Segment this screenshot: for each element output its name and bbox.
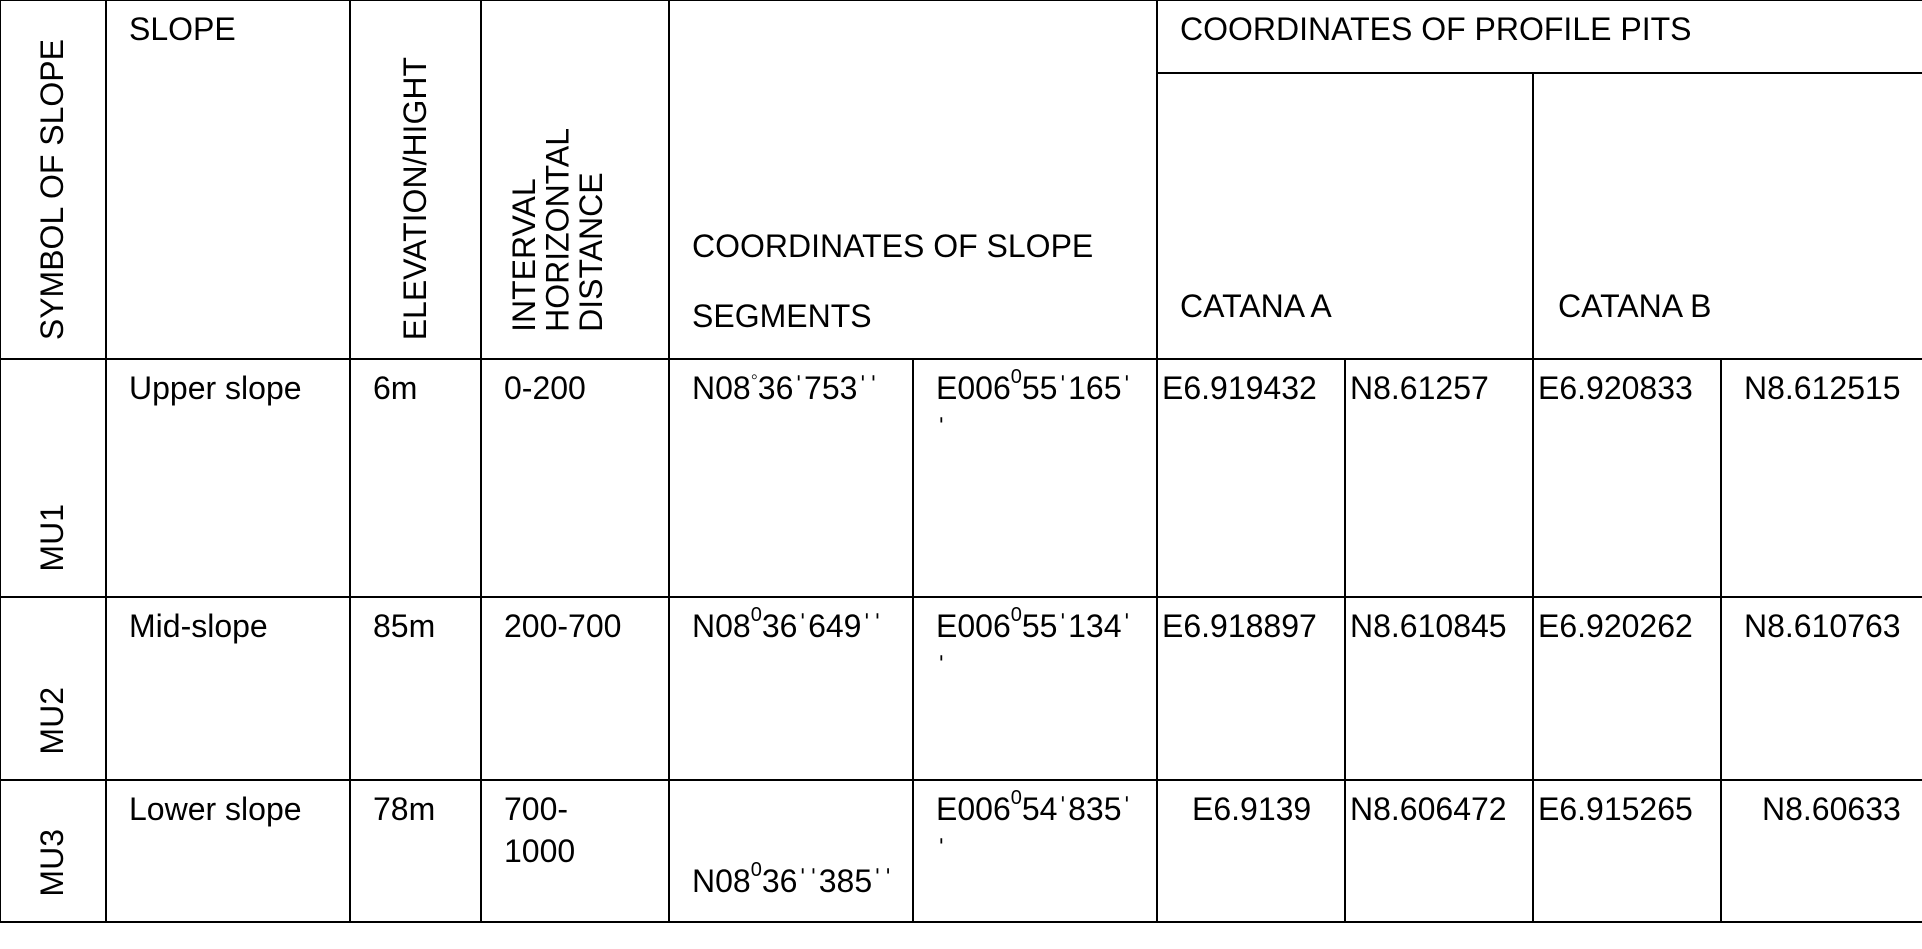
- row-slope: Mid-slope: [129, 608, 268, 644]
- header-symbol-cell: [0, 0, 106, 359]
- cell-symbol: [0, 597, 106, 780]
- cell-catana-b-n: [1721, 597, 1922, 780]
- segment-e-wrap: ˈ: [936, 649, 947, 686]
- header-interval-horizontal-distance: INTERVAL HORIZONTAL DISTANCE: [506, 128, 610, 332]
- table-row: [0, 780, 1922, 922]
- header-elevation-cell: [350, 0, 481, 359]
- cell-catana-a-n: [1345, 780, 1533, 922]
- cell-catana-a-n: [1345, 359, 1533, 597]
- header-elevation: ELEVATION/HIGHT: [396, 56, 433, 340]
- header-coordinates-segments-line1: COORDINATES OF SLOPE: [692, 228, 1094, 264]
- row-catana-b-n: N8.60633: [1762, 791, 1901, 827]
- row-catana-a-n: N8.606472: [1350, 791, 1507, 827]
- cell-segment-n: [669, 359, 913, 597]
- header-slope: SLOPE: [129, 11, 236, 47]
- row-segment-n: [692, 606, 883, 648]
- row-symbol: MU2: [34, 687, 71, 755]
- segment-e-wrap: ˈ: [936, 411, 947, 448]
- segment-e-wrap: ˈ: [936, 832, 947, 869]
- row-elevation: 6m: [373, 370, 418, 406]
- cell-catana-b-e: [1533, 780, 1721, 922]
- segment-e-rest: 55ˈ134ˈ: [1021, 608, 1133, 644]
- cell-interval: [481, 359, 669, 597]
- row-elevation: 78m: [373, 791, 436, 827]
- segment-n-prefix: N08: [692, 863, 751, 899]
- header-coordinates-segments-line2: SEGMENTS: [692, 298, 872, 334]
- row-symbol: MU3: [34, 829, 71, 897]
- segment-e-rest: 54ˈ835ˈ: [1021, 791, 1133, 827]
- row-segment-e: [936, 606, 1132, 689]
- segment-e-rest: 55ˈ165ˈ: [1021, 370, 1133, 406]
- row-catana-b-e: E6.920262: [1538, 608, 1693, 644]
- header-catana-a: CATANA A: [1180, 288, 1332, 324]
- segment-e-prefix: E006: [936, 608, 1011, 644]
- row-catana-b-n: N8.610763: [1744, 608, 1901, 644]
- header-catana-b: CATANA B: [1558, 288, 1712, 324]
- header-coordinates-segments-cell: [669, 0, 1157, 359]
- segment-n-prefix: N08: [692, 370, 751, 406]
- row-segment-e: [936, 789, 1132, 872]
- cell-symbol: [0, 359, 106, 597]
- segment-e-degree: 0: [1010, 787, 1022, 809]
- cell-interval: [481, 780, 669, 922]
- header-catana-b-cell: [1533, 73, 1922, 359]
- segment-n-rest: 36ˈ649ˈˈ: [761, 608, 883, 644]
- row-segment-n: [692, 861, 893, 903]
- header-slope-cell: [106, 0, 350, 359]
- header-catana-a-cell: [1157, 73, 1533, 359]
- cell-catana-b-e: [1533, 597, 1721, 780]
- row-elevation: 85m: [373, 608, 436, 644]
- header-coordinates-pits-cell: [1157, 0, 1922, 73]
- cell-slope: [106, 597, 350, 780]
- segment-e-degree: 0: [1010, 366, 1022, 388]
- cell-segment-e: [913, 359, 1157, 597]
- cell-slope: [106, 780, 350, 922]
- cell-catana-b-e: [1533, 359, 1721, 597]
- cell-elevation: [350, 597, 481, 780]
- row-segment-n: [692, 368, 879, 410]
- cell-segment-n: [669, 780, 913, 922]
- cell-elevation: [350, 780, 481, 922]
- cell-catana-b-n: [1721, 780, 1922, 922]
- cell-elevation: [350, 359, 481, 597]
- cell-interval: [481, 597, 669, 780]
- segment-n-degree: ◦: [750, 366, 758, 388]
- cell-catana-a-e: [1157, 597, 1345, 780]
- header-coordinates-of-slope-segments: [692, 211, 1093, 351]
- table-row: [0, 597, 1922, 780]
- row-catana-a-e: E6.9139: [1192, 791, 1312, 827]
- row-slope: Upper slope: [129, 370, 302, 406]
- cell-catana-b-n: [1721, 359, 1922, 597]
- cell-catana-a-e: [1157, 359, 1345, 597]
- cell-slope: [106, 359, 350, 597]
- segment-n-degree: 0: [750, 604, 762, 626]
- row-interval: 0-200: [504, 370, 586, 406]
- cell-symbol: [0, 780, 106, 922]
- segment-e-prefix: E006: [936, 370, 1011, 406]
- row-catana-a-n: N8.61257: [1350, 370, 1489, 406]
- segment-e-prefix: E006: [936, 791, 1011, 827]
- cell-segment-e: [913, 597, 1157, 780]
- segment-n-rest: 36ˈ753ˈˈ: [757, 370, 879, 406]
- header-coordinates-of-profile-pits: COORDINATES OF PROFILE PITS: [1180, 11, 1692, 47]
- segment-e-degree: 0: [1010, 604, 1022, 626]
- cell-catana-a-n: [1345, 597, 1533, 780]
- row-interval: 200-700: [504, 608, 622, 644]
- segment-n-prefix: N08: [692, 608, 751, 644]
- cell-segment-n: [669, 597, 913, 780]
- row-symbol: MU1: [34, 504, 71, 572]
- cell-catana-a-e: [1157, 780, 1345, 922]
- row-catana-a-e: E6.918897: [1162, 608, 1317, 644]
- row-catana-b-e: E6.915265: [1538, 791, 1693, 827]
- table-row: [0, 359, 1922, 597]
- header-interval-cell: [481, 0, 669, 359]
- cell-segment-e: [913, 780, 1157, 922]
- row-catana-a-n: N8.610845: [1350, 608, 1507, 644]
- row-segment-e: [936, 368, 1132, 451]
- segment-n-rest: 36ˈˈ385ˈˈ: [761, 863, 894, 899]
- row-catana-a-e: E6.919432: [1162, 370, 1317, 406]
- row-catana-b-e: E6.920833: [1538, 370, 1693, 406]
- segment-n-degree: 0: [750, 859, 762, 881]
- header-symbol-of-slope: SYMBOL OF SLOPE: [34, 38, 71, 340]
- row-catana-b-n: N8.612515: [1744, 370, 1901, 406]
- row-interval: 700-1000: [504, 791, 576, 869]
- row-slope: Lower slope: [129, 791, 302, 827]
